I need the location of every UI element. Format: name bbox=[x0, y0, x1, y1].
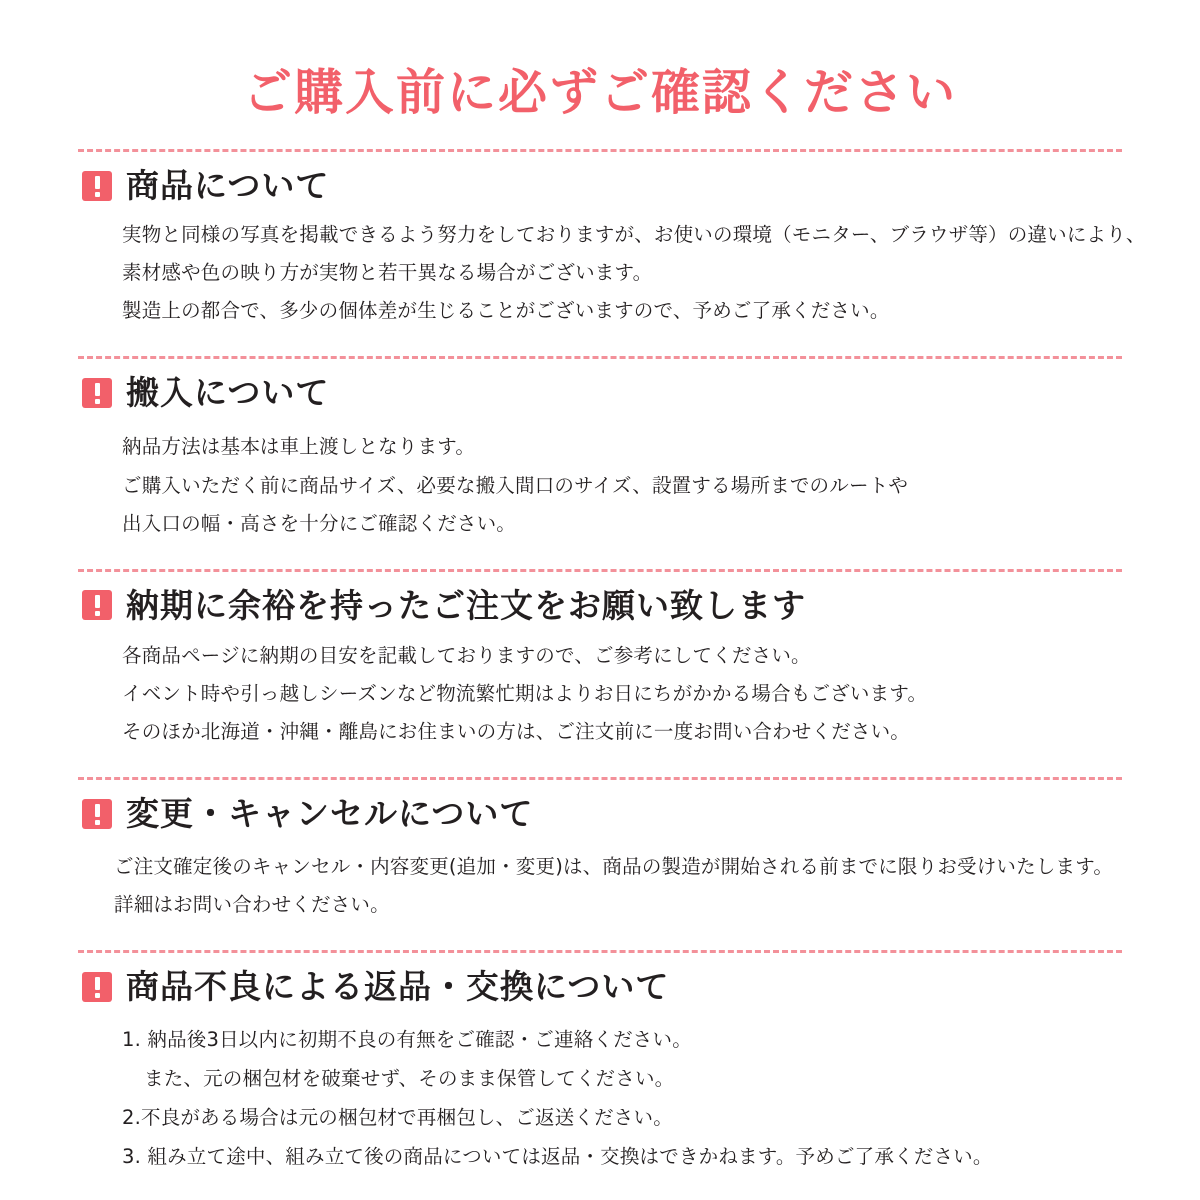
section-heading-row bbox=[78, 794, 1122, 834]
section-body bbox=[78, 1020, 1122, 1176]
body-line: 製造上の都合で、多少の個体差が生じることがございますので、予めご了承ください。 bbox=[122, 298, 890, 322]
exclamation-icon bbox=[82, 171, 112, 201]
body-line: 1. 納品後3日以内に初期不良の有無をご確認・ご連絡ください。 bbox=[122, 1028, 692, 1052]
body-line: 3. 組み立て途中、組み立て後の商品については返品・交換はできかねます。予めご了承ください。 bbox=[122, 1145, 993, 1169]
body-line: ご注文確定後のキャンセル・内容変更(追加・変更)は、商品の製造が開始される前までに限りお受けいたします。 bbox=[114, 854, 1114, 878]
body-line: また、元の梱包材を破棄せず、そのまま保管してください。 bbox=[144, 1067, 675, 1091]
body-line: 2.不良がある場合は元の梱包材で再梱包し、ご返送ください。 bbox=[122, 1106, 673, 1130]
section-title: 搬入について bbox=[126, 372, 330, 412]
page-title: ご購入前に必ずご確認ください bbox=[242, 64, 957, 121]
body-line: 出入口の幅・高さを十分にご確認ください。 bbox=[122, 511, 517, 535]
section-title: 納期に余裕を持ったご注文をお願い致します bbox=[126, 585, 806, 625]
body-line: そのほか北海道・沖縄・離島にお住まいの方は、ご注文前に一度お問い合わせください。 bbox=[122, 720, 911, 744]
section-body bbox=[78, 848, 1122, 924]
section-heading-row bbox=[78, 166, 1122, 206]
body-line: 実物と同様の写真を掲載できるよう努力をしておりますが、お使いの環境（モニター、ブラウザ等）の違いにより、 bbox=[122, 222, 1146, 246]
section-cancellation bbox=[78, 780, 1122, 924]
body-line: 納品方法は基本は車上渡しとなります。 bbox=[122, 435, 476, 459]
section-body bbox=[78, 637, 1122, 751]
section-heading-row bbox=[78, 373, 1122, 413]
body-line: 各商品ページに納期の目安を記載しておりますので、ご参考にしてください。 bbox=[122, 644, 811, 668]
section-heading-row bbox=[78, 586, 1122, 626]
section-title: 商品について bbox=[126, 166, 330, 206]
body-line: イベント時や引っ越しシーズンなど物流繁忙期はよりお日にちがかかる場合もございます。 bbox=[122, 682, 928, 706]
section-body bbox=[78, 428, 1122, 542]
section-title: 変更・キャンセルについて bbox=[126, 794, 534, 834]
section-heading-row bbox=[78, 967, 1122, 1007]
section-return-exchange bbox=[78, 953, 1122, 1177]
section-delivery bbox=[78, 359, 1122, 543]
body-line: ご購入いただく前に商品サイズ、必要な搬入間口のサイズ、設置する場所までのルートや bbox=[122, 473, 909, 497]
section-title: 商品不良による返品・交換について bbox=[126, 966, 670, 1006]
exclamation-icon bbox=[82, 590, 112, 620]
section-product bbox=[78, 152, 1146, 330]
section-body bbox=[78, 216, 1146, 330]
exclamation-icon bbox=[82, 972, 112, 1002]
exclamation-icon bbox=[82, 799, 112, 829]
body-line: 素材感や色の映り方が実物と若干異なる場合がございます。 bbox=[122, 260, 653, 284]
exclamation-icon bbox=[82, 378, 112, 408]
section-lead-time bbox=[78, 572, 1122, 752]
body-line: 詳細はお問い合わせください。 bbox=[114, 892, 390, 916]
